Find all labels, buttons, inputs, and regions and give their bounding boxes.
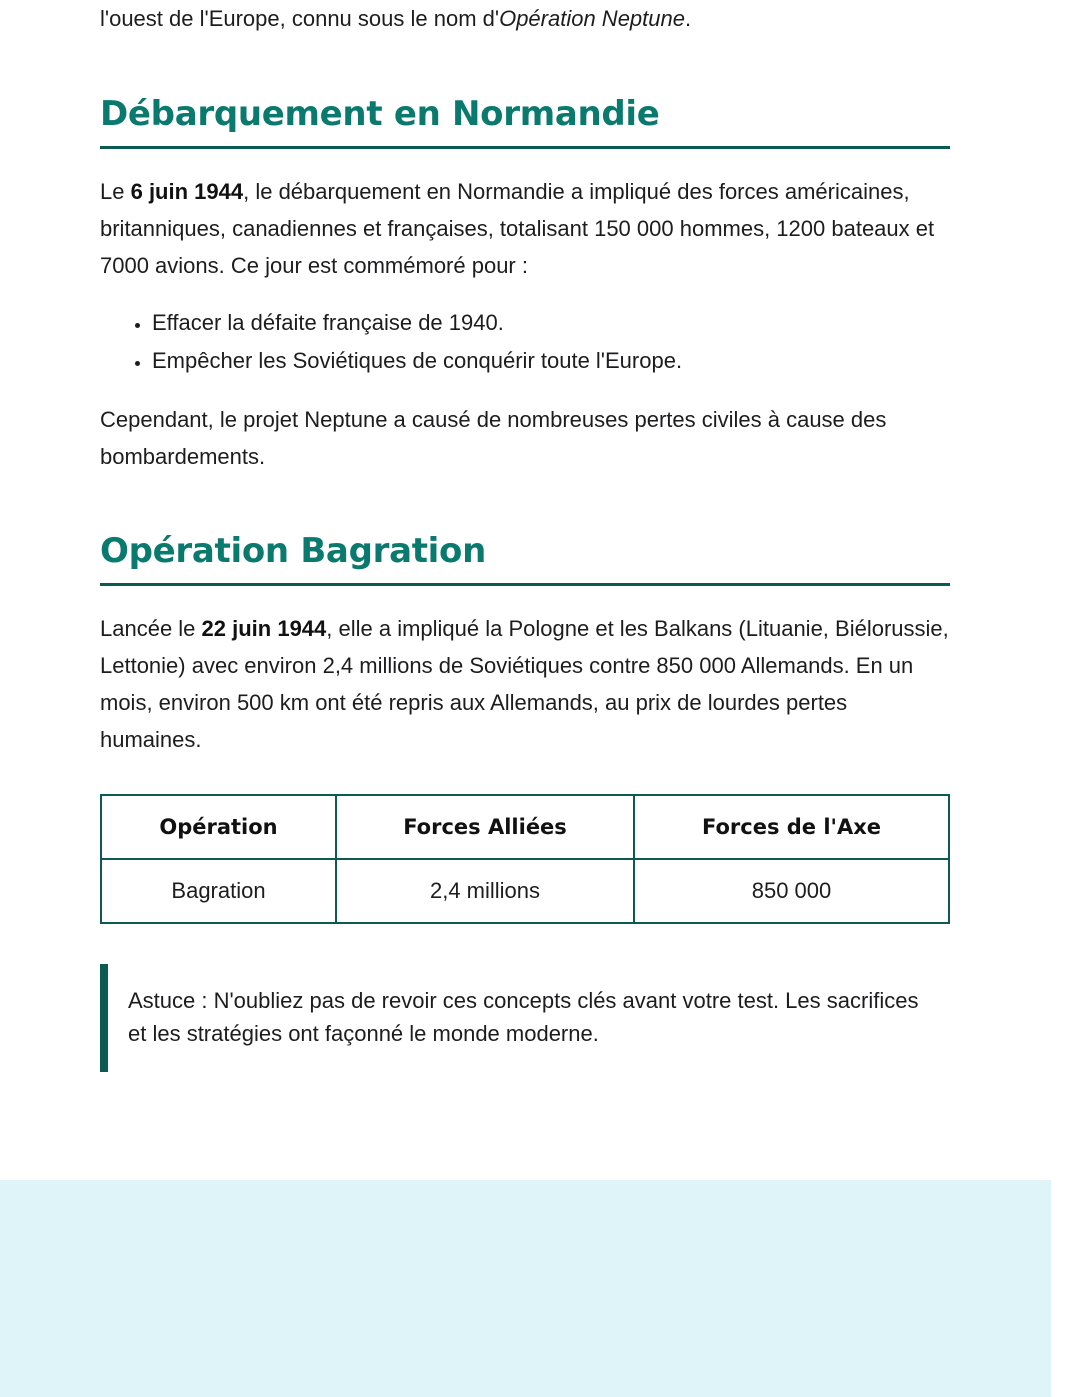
table-cell-allied: 2,4 millions xyxy=(336,859,634,923)
tip-text: Astuce : N'oubliez pas de revoir ces concepts clés avant votre test. Les sacrifices et les stratégies ont façonné le monde moderne. xyxy=(128,988,919,1046)
table-cell-operation: Bagration xyxy=(101,859,336,923)
intro-text: l'ouest de l'Europe, connu sous le nom d' xyxy=(100,6,500,31)
section-title-bagration: Opération Bagration xyxy=(100,529,950,586)
normandie-lead-rest: , le débarquement en Normandie a impliqué des forces américaines, britanniques, canadiennes et françaises, totalisant 150 000 hommes, 1200 bateaux et 7000 avions. Ce jour est commémoré pour : xyxy=(100,179,935,278)
list-item: • Effacer la défaite française de 1940. xyxy=(152,304,950,342)
intro-emphasis: Opération Neptune xyxy=(499,6,685,31)
normandie-bullet-list xyxy=(100,304,950,380)
intro-paragraph xyxy=(100,0,950,37)
section-bagration xyxy=(100,529,950,758)
section-normandie xyxy=(100,92,950,475)
article-content xyxy=(100,0,950,1072)
table-cell-axis: 850 000 xyxy=(634,859,949,923)
table-header-axis: Forces de l'Axe xyxy=(634,795,949,859)
bagration-lead-rest: , elle a impliqué la Pologne et les Balkans (Lituanie, Biélorussie, Lettonie) avec environ 2,4 millions de Soviétiques contre 850 000 Allemands. En un mois, environ 500 km ont été repris aux Allemands, au prix de lourdes pertes humaines. xyxy=(100,616,949,752)
normandie-lead-prefix: Le xyxy=(100,179,131,204)
forces-table xyxy=(100,794,950,924)
bagration-date: 22 juin 1944 xyxy=(201,616,327,641)
normandie-conclusion: Cependant, le projet Neptune a causé de nombreuses pertes civiles à cause des bombardements. xyxy=(100,407,887,469)
normandie-paragraph xyxy=(100,173,950,284)
footer-band xyxy=(0,1180,1051,1397)
table-row xyxy=(101,859,949,923)
table-header-operation: Opération xyxy=(101,795,336,859)
tip-callout xyxy=(100,964,950,1072)
table-header-allied: Forces Alliées xyxy=(336,795,634,859)
normandie-date: 6 juin 1944 xyxy=(130,179,244,204)
table-header-row xyxy=(101,795,949,859)
intro-end: . xyxy=(684,6,692,31)
bagration-paragraph xyxy=(100,610,950,758)
section-title-normandie: Débarquement en Normandie xyxy=(100,92,950,149)
bagration-lead-prefix: Lancée le xyxy=(100,616,202,641)
list-item: • Empêcher les Soviétiques de conquérir toute l'Europe. xyxy=(152,342,950,380)
